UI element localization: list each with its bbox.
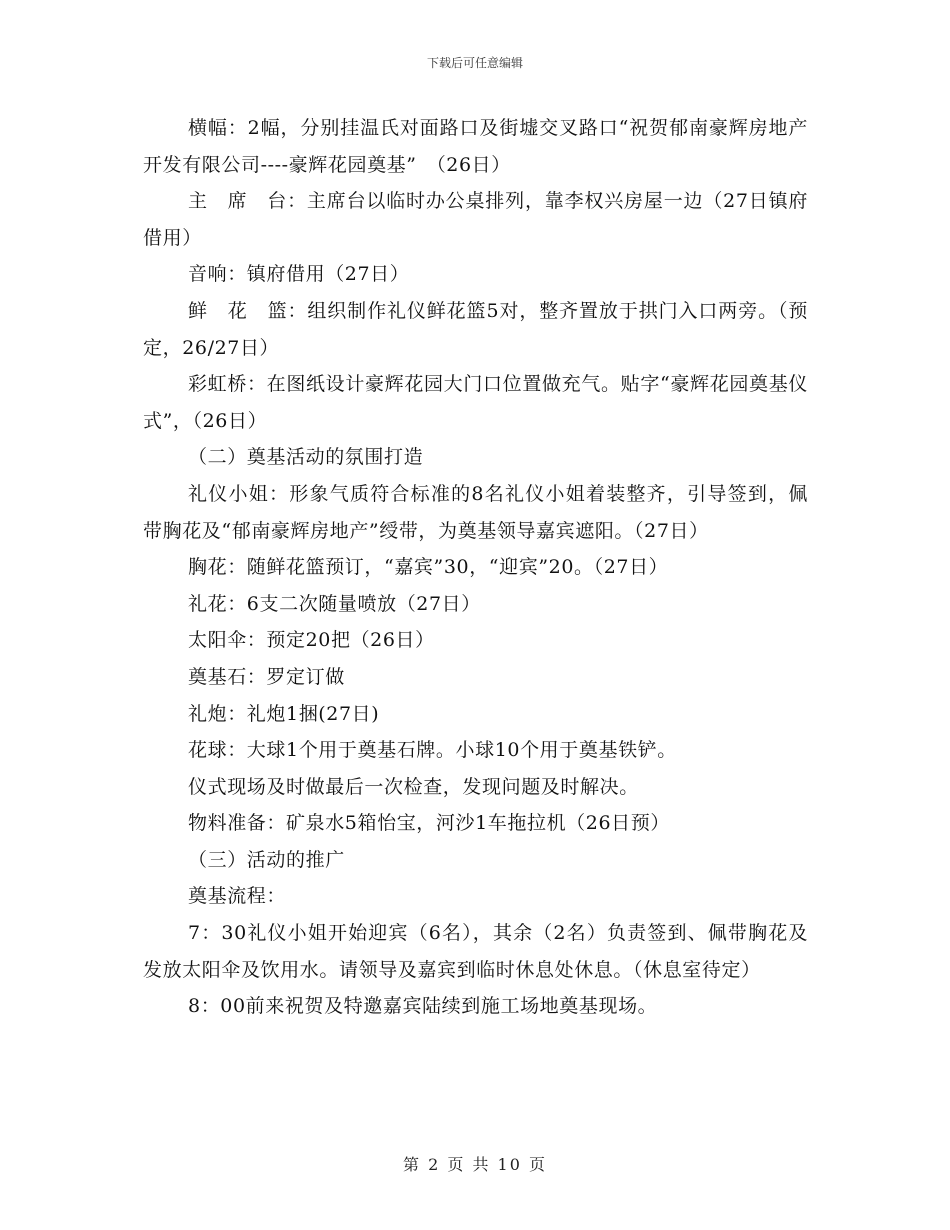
document-body	[143, 110, 808, 1025]
paragraph-process-title: 奠基流程：	[188, 885, 287, 908]
paragraph-rainbow-arch: 彩虹桥：在图纸设计豪辉花园大门口位置做充气。贴字“豪辉花园奠基仪式”，（26日）	[143, 373, 808, 432]
paragraph-salute: 礼炮：礼炮1捆(27日)	[188, 702, 380, 725]
paragraph-fireworks: 礼花：6支二次随量喷放（27日）	[188, 592, 481, 615]
paragraph-process-0800: 8：00前来祝贺及特邀嘉宾陆续到施工场地奠基现场。	[188, 995, 658, 1018]
paragraph-process-0730: 7：30礼仪小姐开始迎宾（6名），其余（2名）负责签到、佩带胸花及发放太阳伞及饮用水。请领导及嘉宾到临时休息处休息。（休息室待定）	[143, 922, 808, 981]
section-heading-atmosphere: （二）奠基活动的氛围打造	[188, 446, 424, 469]
paragraph-final-check: 仪式现场及时做最后一次检查，发现问题及时解决。	[188, 775, 639, 798]
paragraph-flower-ball: 花球：大球1个用于奠基石牌。小球10个用于奠基铁铲。	[188, 739, 677, 762]
paragraph-etiquette-staff: 礼仪小姐：形象气质符合标准的8名礼仪小姐着装整齐，引导签到，佩带胸花及“郁南豪辉房地产”绶带，为奠基领导嘉宾遮阳。（27日）	[143, 482, 808, 542]
paragraph-foundation-stone: 奠基石：罗定订做	[188, 665, 345, 688]
paragraph-corsage: 胸花：随鲜花篮预订，“嘉宾”30，“迎宾”20。（27日）	[188, 556, 669, 579]
paragraph-rostrum: 主 席 台：主席台以临时办公桌排列，靠李权兴房屋一边（27日镇府借用）	[143, 190, 808, 249]
paragraph-materials: 物料准备：矿泉水5箱怡宝，河沙1车拖拉机（26日预）	[188, 812, 670, 835]
section-heading-promotion: （三）活动的推广	[188, 848, 345, 871]
paragraph-banner: 横幅：2幅，分别挂温氏对面路口及街墟交叉路口“祝贺郁南豪辉房地产开发有限公司----豪辉花园奠基” （26日）	[143, 117, 808, 176]
paragraph-umbrella: 太阳伞：预定20把（26日）	[188, 629, 435, 652]
page-footer: 第 2 页 共 10 页	[403, 1155, 547, 1174]
paragraph-audio: 音响：镇府借用（27日）	[188, 263, 410, 286]
paragraph-flower-basket: 鲜 花 篮：组织制作礼仪鲜花篮5对，整齐置放于拱门入口两旁。（预定，26/27日）	[143, 299, 808, 359]
page-header: 下载后可任意编辑	[426, 56, 523, 70]
